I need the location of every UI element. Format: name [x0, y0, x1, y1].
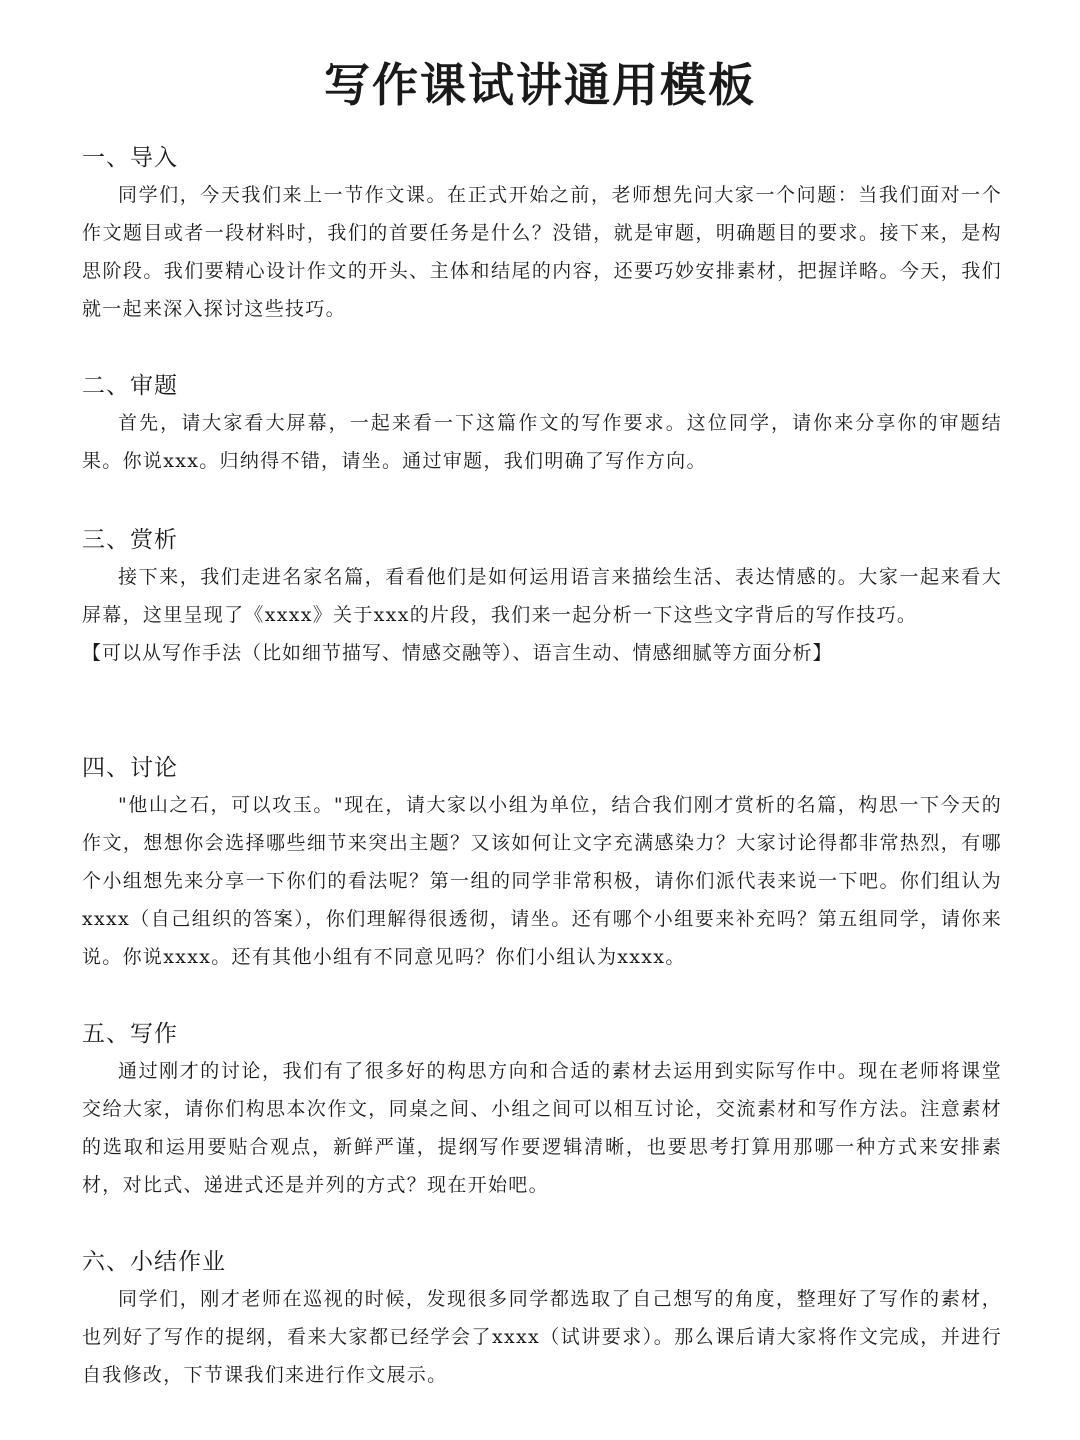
section-topic-review: [82, 368, 1002, 480]
section-paragraph: "他山之石，可以攻玉。"现在，请大家以小组为单位，结合我们刚才赏析的名篇，构思一下今天的作文，想想你会选择哪些细节来突出主题？又该如何让文字充满感染力？大家讨论得都非常热烈，有哪个小组想先来分享一下你们的看法呢？第一组的同学非常积极，请你们派代表来说一下吧。你们组认为xxxx（自己组织的答案），你们理解得很透彻，请坐。还有哪个小组要来补充吗？第五组同学，请你来说。你说xxxx。还有其他小组有不同意见吗？你们小组认为xxxx。: [82, 794, 1002, 968]
section-paragraph: 首先，请大家看大屏幕，一起来看一下这篇作文的写作要求。这位同学，请你来分享你的审题结果。你说xxx。归纳得不错，请坐。通过审题，我们明确了写作方向。: [82, 412, 1002, 472]
section-discussion: [82, 750, 1002, 976]
section-paragraph: 通过刚才的讨论，我们有了很多好的构思方向和合适的素材去运用到实际写作中。现在老师将课堂交给大家，请你们构思本次作文，同桌之间、小组之间可以相互讨论，交流素材和写作方法。注意素材的选取和运用要贴合观点，新鲜严谨，提纲写作要逻辑清晰，也要思考打算用那哪一种方式来安排素材，对比式、递进式还是并列的方式？现在开始吧。: [82, 1060, 1002, 1196]
section-heading: 六、小结作业: [82, 1249, 226, 1275]
section-heading: 二、审题: [82, 373, 178, 399]
section-heading: 五、写作: [82, 1021, 178, 1047]
section-paragraph: 同学们，刚才老师在巡视的时候，发现很多同学都选取了自己想写的角度，整理好了写作的素材，也列好了写作的提纲，看来大家都已经学会了xxxx（试讲要求）。那么课后请大家将作文完成，并进行自我修改，下节课我们来进行作文展示。: [82, 1288, 1002, 1386]
section-heading: 一、导入: [82, 145, 178, 171]
section-paragraph: 同学们，今天我们来上一节作文课。在正式开始之前，老师想先问大家一个问题：当我们面对一个作文题目或者一段材料时，我们的首要任务是什么？没错，就是审题，明确题目的要求。接下来，是构思阶段。我们要精心设计作文的开头、主体和结尾的内容，还要巧妙安排素材，把握详略。今天，我们就一起来深入探讨这些技巧。: [82, 184, 1002, 320]
section-summary-homework: [82, 1244, 1002, 1394]
section-heading: 四、讨论: [82, 755, 178, 781]
section-introduction: [82, 140, 1002, 328]
section-heading: 三、赏析: [82, 527, 178, 553]
section-appreciation: [82, 522, 1002, 672]
section-writing: [82, 1016, 1002, 1204]
page-title: 写作课试讲通用模板: [324, 58, 756, 112]
section-note: 【可以从写作手法（比如细节描写、情感交融等）、语言生动、情感细腻等方面分析】: [82, 642, 833, 664]
section-paragraph: 接下来，我们走进名家名篇，看看他们是如何运用语言来描绘生活、表达情感的。大家一起来看大屏幕，这里呈现了《xxxx》关于xxx的片段，我们来一起分析一下这些文字背后的写作技巧。: [82, 566, 1002, 626]
